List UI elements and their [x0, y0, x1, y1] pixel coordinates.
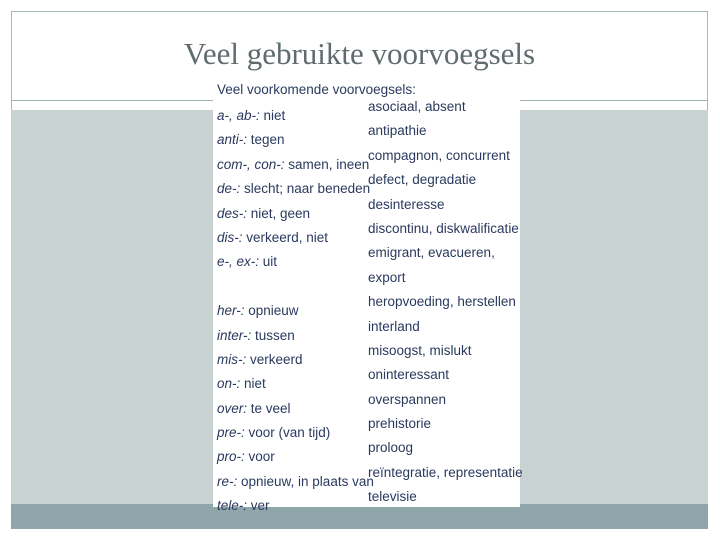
- meaning: tegen: [247, 132, 285, 148]
- prefix: des-:: [217, 205, 248, 221]
- prefix-row: [217, 128, 374, 152]
- example-row: prehistorie: [368, 416, 432, 432]
- prefix: her-:: [217, 303, 245, 319]
- example-row: antipathie: [368, 123, 427, 139]
- prefix-row: [217, 470, 374, 494]
- example-row: heropvoeding, herstellen: [368, 294, 516, 310]
- meaning: verkeerd, niet: [242, 229, 329, 245]
- prefix: a-, ab-:: [217, 108, 260, 123]
- example-row: defect, degradatie: [368, 172, 477, 188]
- meaning: ver: [247, 498, 270, 514]
- meaning: niet: [240, 376, 266, 392]
- prefix-row: [217, 250, 374, 274]
- prefix-column: [217, 104, 374, 519]
- prefix: de-:: [217, 181, 241, 197]
- prefix-row: [217, 494, 374, 518]
- prefix-row: [217, 153, 374, 177]
- example-row: asociaal, absent: [368, 99, 466, 114]
- prefix: com-, con-:: [217, 156, 285, 172]
- example-row: interland: [368, 318, 420, 334]
- meaning: slecht; naar beneden: [240, 181, 371, 197]
- example-row: proloog: [368, 440, 414, 456]
- example-row: oninteressant: [368, 367, 450, 383]
- prefix: tele-:: [217, 498, 248, 514]
- example-row: desinteresse: [368, 196, 445, 212]
- example-row: compagnon, concurrent: [368, 147, 510, 163]
- meaning: niet, geen: [247, 205, 311, 221]
- example-row: reïntegratie, representatie: [368, 464, 523, 480]
- meaning: tussen: [251, 327, 295, 343]
- prefix: e-, ex-:: [217, 254, 260, 270]
- prefix-row: [217, 397, 374, 421]
- prefix: over:: [217, 400, 248, 416]
- prefix-row: [217, 226, 374, 250]
- example-row: televisie: [368, 489, 417, 505]
- prefix-row: [217, 445, 374, 469]
- prefix-row: [217, 202, 374, 226]
- meaning: opnieuw, in plaats van: [237, 473, 374, 489]
- prefix-row: [217, 299, 374, 323]
- example-column: [368, 95, 523, 510]
- example-row: emigrant, evacueren,: [368, 245, 495, 261]
- example-row: overspannen: [368, 391, 447, 407]
- prefix: re-:: [217, 473, 238, 489]
- meaning: uit: [259, 254, 278, 270]
- meaning: te veel: [247, 400, 291, 416]
- meaning: samen, ineen: [284, 156, 370, 172]
- meaning: opnieuw: [244, 303, 299, 319]
- prefix-row: [217, 177, 374, 201]
- example-row: discontinu, diskwalificatie: [368, 220, 519, 236]
- slide-title: Veel gebruikte voorvoegsels: [183, 36, 536, 71]
- prefix-row: [217, 104, 374, 128]
- meaning: voor (van tijd): [244, 425, 331, 441]
- scanned-prefix-table: [213, 78, 523, 514]
- prefix: on-:: [217, 376, 241, 392]
- prefix-row: [217, 324, 374, 348]
- prefix: anti-:: [217, 132, 248, 148]
- prefix-row: [217, 348, 374, 372]
- meaning: voor: [244, 449, 275, 465]
- example-row: misoogst, mislukt: [368, 342, 472, 358]
- prefix: mis-:: [217, 351, 247, 367]
- prefix-row: [217, 372, 374, 396]
- prefix: inter-:: [217, 327, 252, 343]
- meaning: verkeerd: [246, 351, 303, 367]
- prefix-row: [217, 421, 374, 445]
- row-gap: [217, 275, 374, 299]
- table-heading: Veel voorkomende voorvoegsels:: [217, 82, 416, 97]
- prefix: dis-:: [217, 229, 243, 245]
- meaning: niet: [259, 108, 286, 123]
- prefix: pro-:: [217, 449, 245, 465]
- example-row: export: [368, 269, 406, 285]
- prefix: pre-:: [217, 425, 245, 441]
